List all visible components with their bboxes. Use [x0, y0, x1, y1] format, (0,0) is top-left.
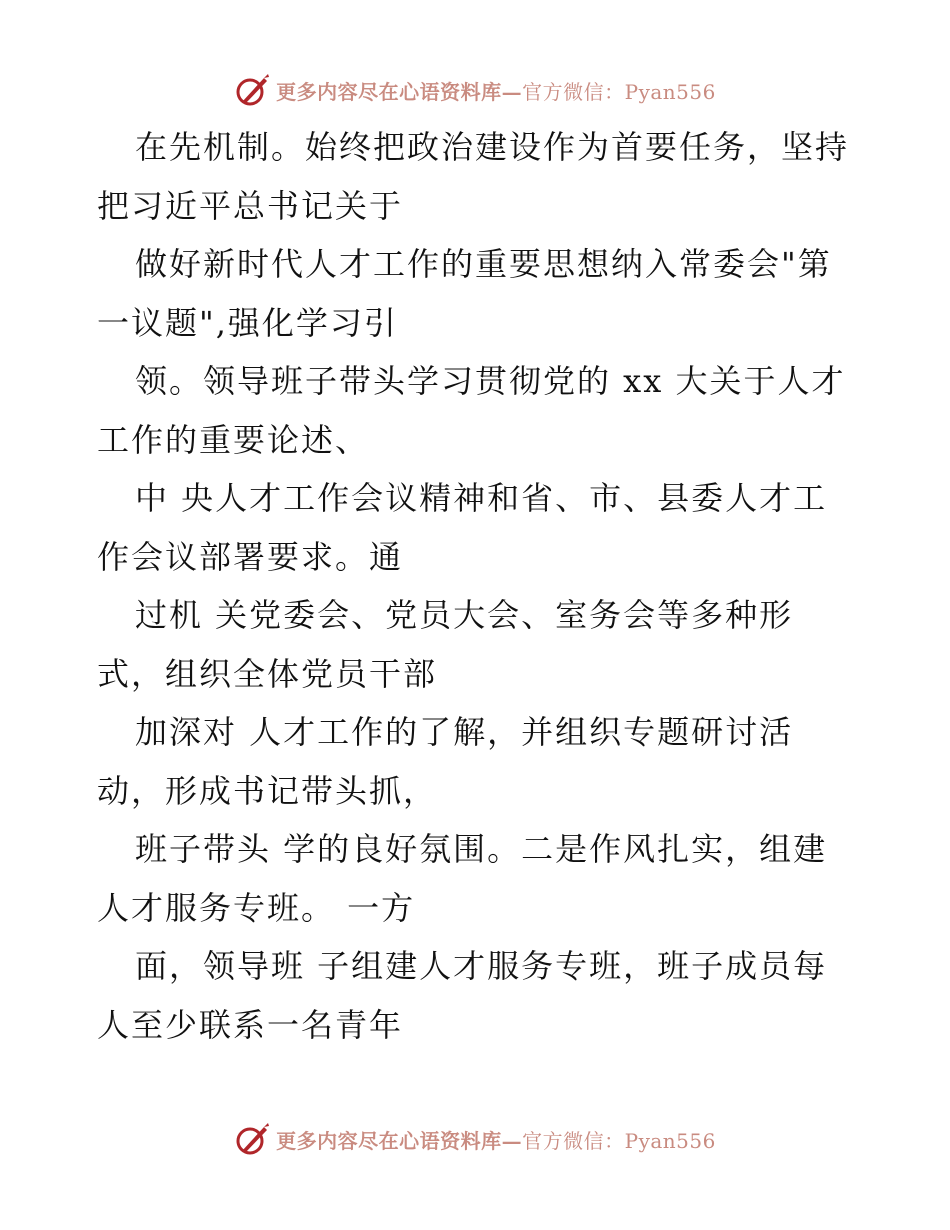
body-line: 把习近平总书记关于	[97, 186, 404, 225]
footer-banner	[0, 1117, 950, 1161]
document-body	[97, 118, 857, 1054]
footer-banner-text	[276, 1125, 716, 1154]
footer-banner-main: 更多内容尽在心语资料库	[276, 1128, 502, 1153]
body-line: 动，形成书记带头抓，	[97, 771, 438, 810]
body-line: 人才服务专班。 一方	[97, 888, 416, 927]
body-line: 领。领导班子带头学习贯彻党的 xx 大关于人才	[135, 362, 846, 400]
body-line: 在先机制。始终把政治建设作为首要任务，坚持	[135, 128, 850, 166]
footer-banner-contact: 官方微信：Pyan556	[522, 1128, 716, 1153]
header-banner-main: 更多内容尽在心语资料库	[276, 79, 502, 104]
body-line: 中 央人才工作会议精神和省、市、县委人才工	[135, 479, 828, 517]
body-line: 加深对 人才工作的了解，并组织专题研讨活	[135, 713, 794, 751]
body-line: 面，领导班 子组建人才服务专班，班子成员每	[135, 947, 828, 985]
body-line: 班子带头 学的良好氛围。二是作风扎实，组建	[135, 830, 828, 868]
body-line: 人至少联系一名青年	[97, 1005, 404, 1044]
body-line: 过机 关党委会、党员大会、室务会等多种形	[135, 596, 794, 634]
header-banner-contact: 官方微信：Pyan556	[522, 79, 716, 104]
header-banner-text	[276, 76, 716, 105]
body-line: 作会议部署要求。通	[97, 537, 404, 576]
header-banner	[0, 68, 950, 112]
body-line: 式，组织全体党员干部	[97, 654, 438, 693]
quill-pen-logo-icon	[234, 72, 270, 108]
footer-banner-separator: —	[501, 1128, 523, 1153]
body-line: 工作的重要论述、	[97, 420, 370, 459]
header-banner-separator: —	[501, 79, 523, 104]
body-line: 做好新时代人才工作的重要思想纳入常委会"第	[135, 245, 832, 283]
body-line: 一议题",强化学习引	[97, 303, 398, 342]
quill-pen-logo-icon	[234, 1121, 270, 1157]
